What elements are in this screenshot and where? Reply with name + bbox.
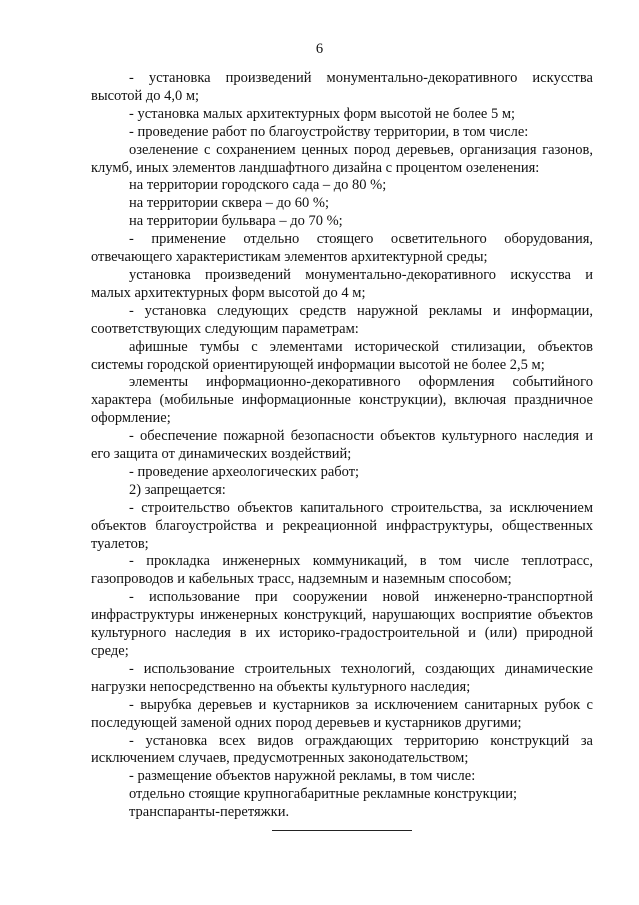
paragraph: элементы информационно-декоративного оформления событийного характера (мобильные информационные конструкции), включая праздничное оформление;: [91, 374, 593, 427]
paragraph: установка произведений монументально-декоративного искусства и малых архитектурных форм высотой до 4 м;: [91, 266, 593, 301]
paragraph: - обеспечение пожарной безопасности объектов культурного наследия и его защита от динамических воздействий;: [91, 428, 593, 463]
paragraph: - установка малых архитектурных форм высотой не более 5 м;: [129, 105, 516, 122]
paragraph: - проведение работ по благоустройству территории, в том числе:: [129, 123, 529, 140]
paragraph: - проведение археологических работ;: [129, 463, 360, 480]
paragraph: на территории бульвара – до 70 %;: [129, 213, 343, 230]
paragraph: - размещение объектов наружной рекламы, в том числе:: [129, 768, 476, 785]
paragraph: транспаранты-перетяжки.: [129, 804, 290, 821]
paragraph: - использование строительных технологий, создающих динамические нагрузки непосредственно на объекты культурного наследия;: [91, 660, 593, 695]
paragraph: - установка всех видов ограждающих территорию конструкций за исключением случаев, предусмотренных законодательством;: [91, 732, 593, 767]
paragraph: - установка следующих средств наружной рекламы и информации, соответствующих следующим параметрам:: [91, 302, 593, 337]
paragraph: - установка произведений монументально-декоративного искусства высотой до 4,0 м;: [91, 70, 593, 104]
paragraph: на территории городского сада – до 80 %;: [129, 177, 387, 194]
paragraph: - применение отдельно стоящего осветительного оборудования, отвечающего характеристикам элементов архитектурной среды;: [91, 231, 593, 266]
paragraph: на территории сквера – до 60 %;: [129, 195, 329, 212]
paragraph: - использование при сооружении новой инженерно-транспортной инфраструктуры инженерных конструкций, нарушающих восприятие объектов культурного наследия в их историко-градостроительной и (или) природной среде;: [91, 589, 593, 659]
paragraph: отдельно стоящие крупногабаритные рекламные конструкции;: [129, 786, 518, 803]
footer-divider: [272, 830, 412, 831]
paragraph: - строительство объектов капитального строительства, за исключением объектов благоустройства и рекреационной инфраструктуры, общественных туалетов;: [91, 499, 593, 552]
document-body: [91, 70, 593, 822]
paragraph: озеленение с сохранением ценных пород деревьев, организация газонов, клумб, иных элементов ландшафтного дизайна с процентом озеленения:: [91, 141, 593, 176]
paragraph: афишные тумбы с элементами исторической стилизации, объектов системы городской ориентирующей информации высотой не более 2,5 м;: [91, 338, 593, 373]
paragraph: - прокладка инженерных коммуникаций, в том числе теплотрасс, газопроводов и кабельных трасс, надземным и наземным способом;: [91, 553, 593, 588]
paragraph: 2) запрещается:: [129, 481, 226, 498]
page-number: 6: [315, 41, 324, 57]
paragraph: - вырубка деревьев и кустарников за исключением санитарных рубок с последующей заменой одних пород деревьев и кустарников другими;: [91, 696, 593, 731]
